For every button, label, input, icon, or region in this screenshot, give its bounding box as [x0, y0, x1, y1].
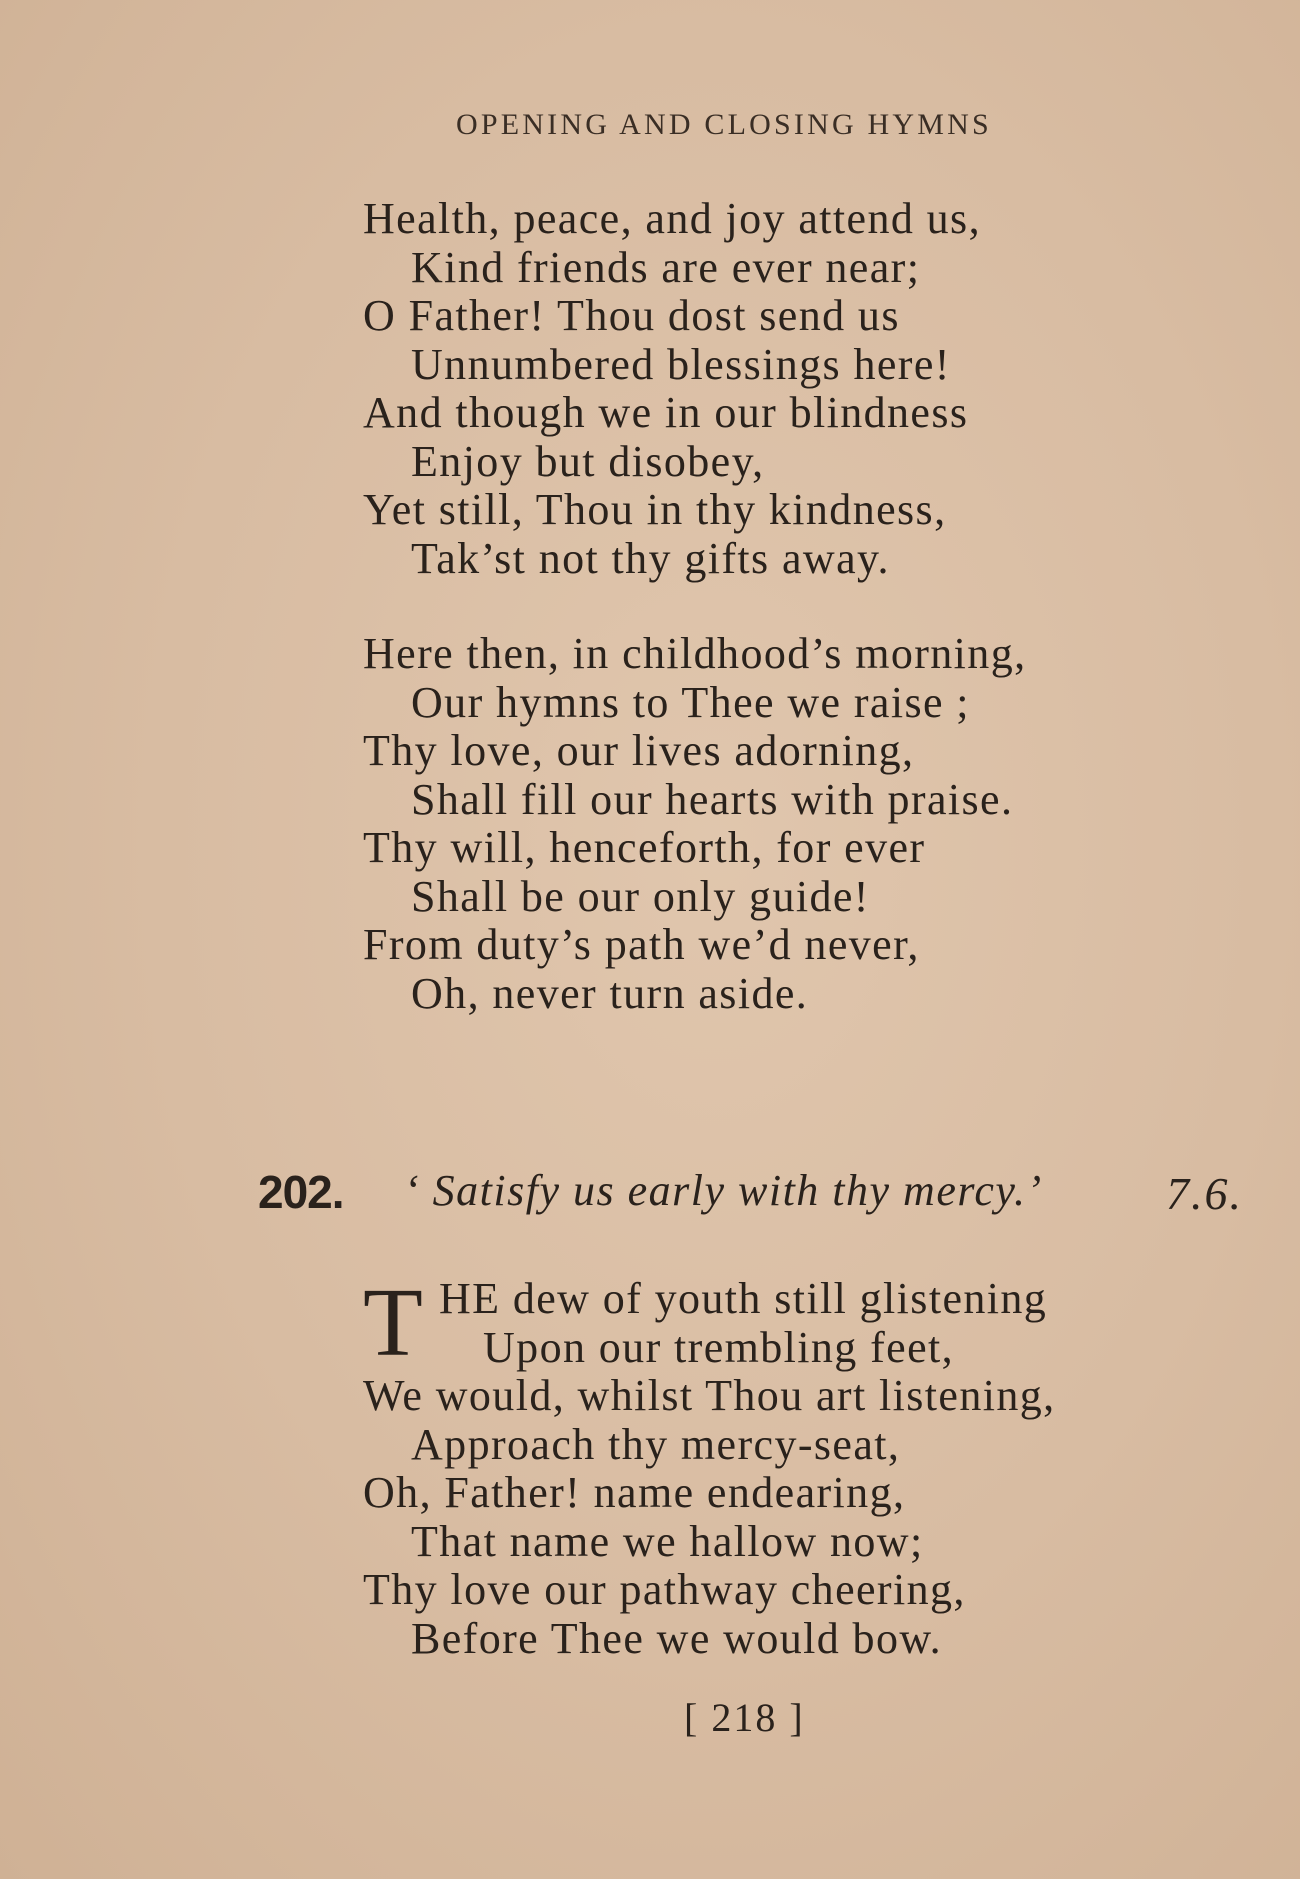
stanza-3-line-6: That name we hallow now;: [411, 1516, 924, 1566]
stanza-2-line-1: Here then, in childhood’s morning,: [363, 629, 1027, 678]
hymn-title: ‘ Satisfy us early with thy mercy.’: [404, 1166, 1043, 1215]
stanza-1-line-8: Tak’st not thy gifts away.: [411, 533, 890, 583]
hymn-header: [258, 1165, 1248, 1225]
stanza-1-line-3: O Father! Thou dost send us: [363, 291, 900, 340]
running-head: OPENING AND CLOSING HYMNS: [456, 108, 992, 141]
stanza-3-line-8: Before Thee we would bow.: [411, 1613, 943, 1663]
stanza-2-line-5: Thy will, henceforth, for ever: [363, 823, 926, 872]
stanza-2-line-7: From duty’s path we’d never,: [363, 920, 920, 969]
stanza-1-line-2: Kind friends are ever near;: [411, 242, 921, 292]
stanza-1: [363, 195, 1123, 583]
stanza-2-line-8: Oh, never turn aside.: [411, 968, 809, 1018]
stanza-2-line-6: Shall be our only guide!: [411, 871, 870, 921]
hymn-meter: 7.6.: [1166, 1168, 1243, 1219]
stanza-2: [363, 630, 1123, 1018]
drop-cap: T: [363, 1269, 425, 1377]
stanza-1-line-6: Enjoy but disobey,: [411, 436, 765, 486]
stanza-2-line-4: Shall fill our hearts with praise.: [411, 774, 1014, 824]
stanza-3-line-4: Approach thy mercy-seat,: [411, 1419, 901, 1469]
stanza-3-line-1-text: HE dew of youth still glistening: [439, 1274, 1048, 1323]
stanza-1-line-4: Unnumbered blessings here!: [411, 339, 951, 389]
stanza-1-line-5: And though we in our blindness: [363, 388, 969, 437]
stanza-2-line-3: Thy love, our lives adorning,: [363, 726, 915, 775]
stanza-3-line-3: We would, whilst Thou art listening,: [363, 1371, 1056, 1420]
stanza-1-line-1: Health, peace, and joy attend us,: [363, 194, 981, 243]
page-number: [ 218 ]: [684, 1695, 805, 1740]
hymn-number: 202.: [258, 1166, 344, 1218]
stanza-2-line-2: Our hymns to Thee we raise ;: [411, 677, 970, 727]
stanza-3-line-7: Thy love our pathway cheering,: [363, 1565, 966, 1614]
stanza-3-line-5: Oh, Father! name endearing,: [363, 1468, 906, 1517]
stanza-1-line-7: Yet still, Thou in thy kindness,: [363, 485, 947, 534]
stanza-3-line-2: Upon our trembling feet,: [483, 1322, 955, 1372]
stanza-3: [363, 1269, 1123, 1663]
